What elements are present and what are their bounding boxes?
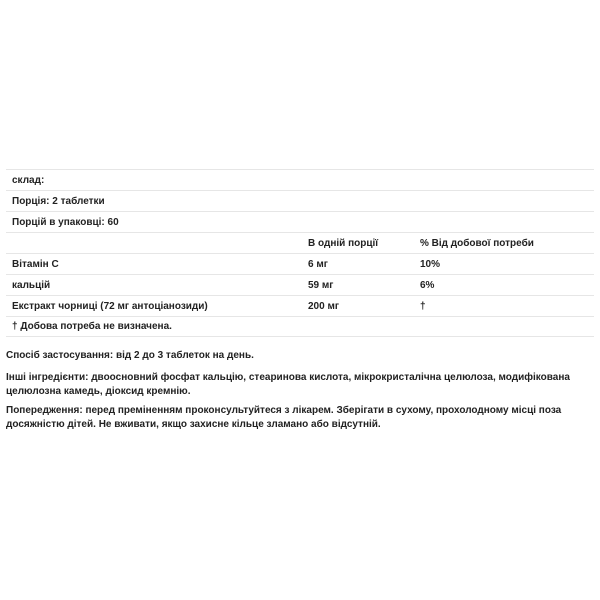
warnings-text: Попередження: перед преміненням проконсультуйтеся з лікарем. Зберігати в сухому, прохолодному місці поза досяжністю дітей. Не вживати, якщо захисне кільце зламано або відсутній. bbox=[6, 405, 562, 430]
nutrient-daily-value: † bbox=[420, 300, 426, 312]
nutrient-daily-value: 10% bbox=[420, 258, 441, 270]
nutrient-amount: 6 мг bbox=[308, 258, 328, 270]
other-ingredients-text: Інші інгредієнти: двоосновний фосфат кальцію, стеаринова кислота, мікрокристалічна целюлоза, модифікована целюлозна камедь, діоксид кремнію. bbox=[6, 372, 570, 397]
column-header-row bbox=[6, 232, 594, 253]
serving-size: Порція: 2 таблетки bbox=[12, 195, 105, 207]
nutrient-amount: 200 мг bbox=[308, 300, 340, 312]
facts-heading-row bbox=[6, 169, 594, 190]
directions-text: Спосіб застосування: від 2 до 3 таблеток на день. bbox=[6, 350, 254, 361]
nutrient-name: кальцій bbox=[12, 279, 51, 291]
servings-per-container: Порцій в упаковці: 60 bbox=[12, 216, 119, 228]
facts-heading: склад: bbox=[12, 174, 45, 186]
amount-column-header: В одній порції bbox=[308, 237, 379, 249]
footnote: † Добова потреба не визначена. bbox=[12, 321, 172, 332]
nutrient-daily-value: 6% bbox=[420, 279, 435, 291]
table-row bbox=[6, 295, 594, 316]
nutrient-amount: 59 мг bbox=[308, 279, 334, 291]
table-row bbox=[6, 274, 594, 295]
servings-per-container-row bbox=[6, 211, 594, 232]
daily-value-column-header: % Від добової потреби bbox=[420, 237, 534, 249]
nutrient-name: Екстракт чорниці (72 мг антоціанозиди) bbox=[12, 300, 208, 312]
supplement-facts-table bbox=[6, 169, 594, 337]
nutrient-name: Вітамін С bbox=[12, 258, 59, 270]
serving-size-row bbox=[6, 190, 594, 211]
table-row bbox=[6, 253, 594, 274]
footnote-row bbox=[6, 316, 594, 337]
